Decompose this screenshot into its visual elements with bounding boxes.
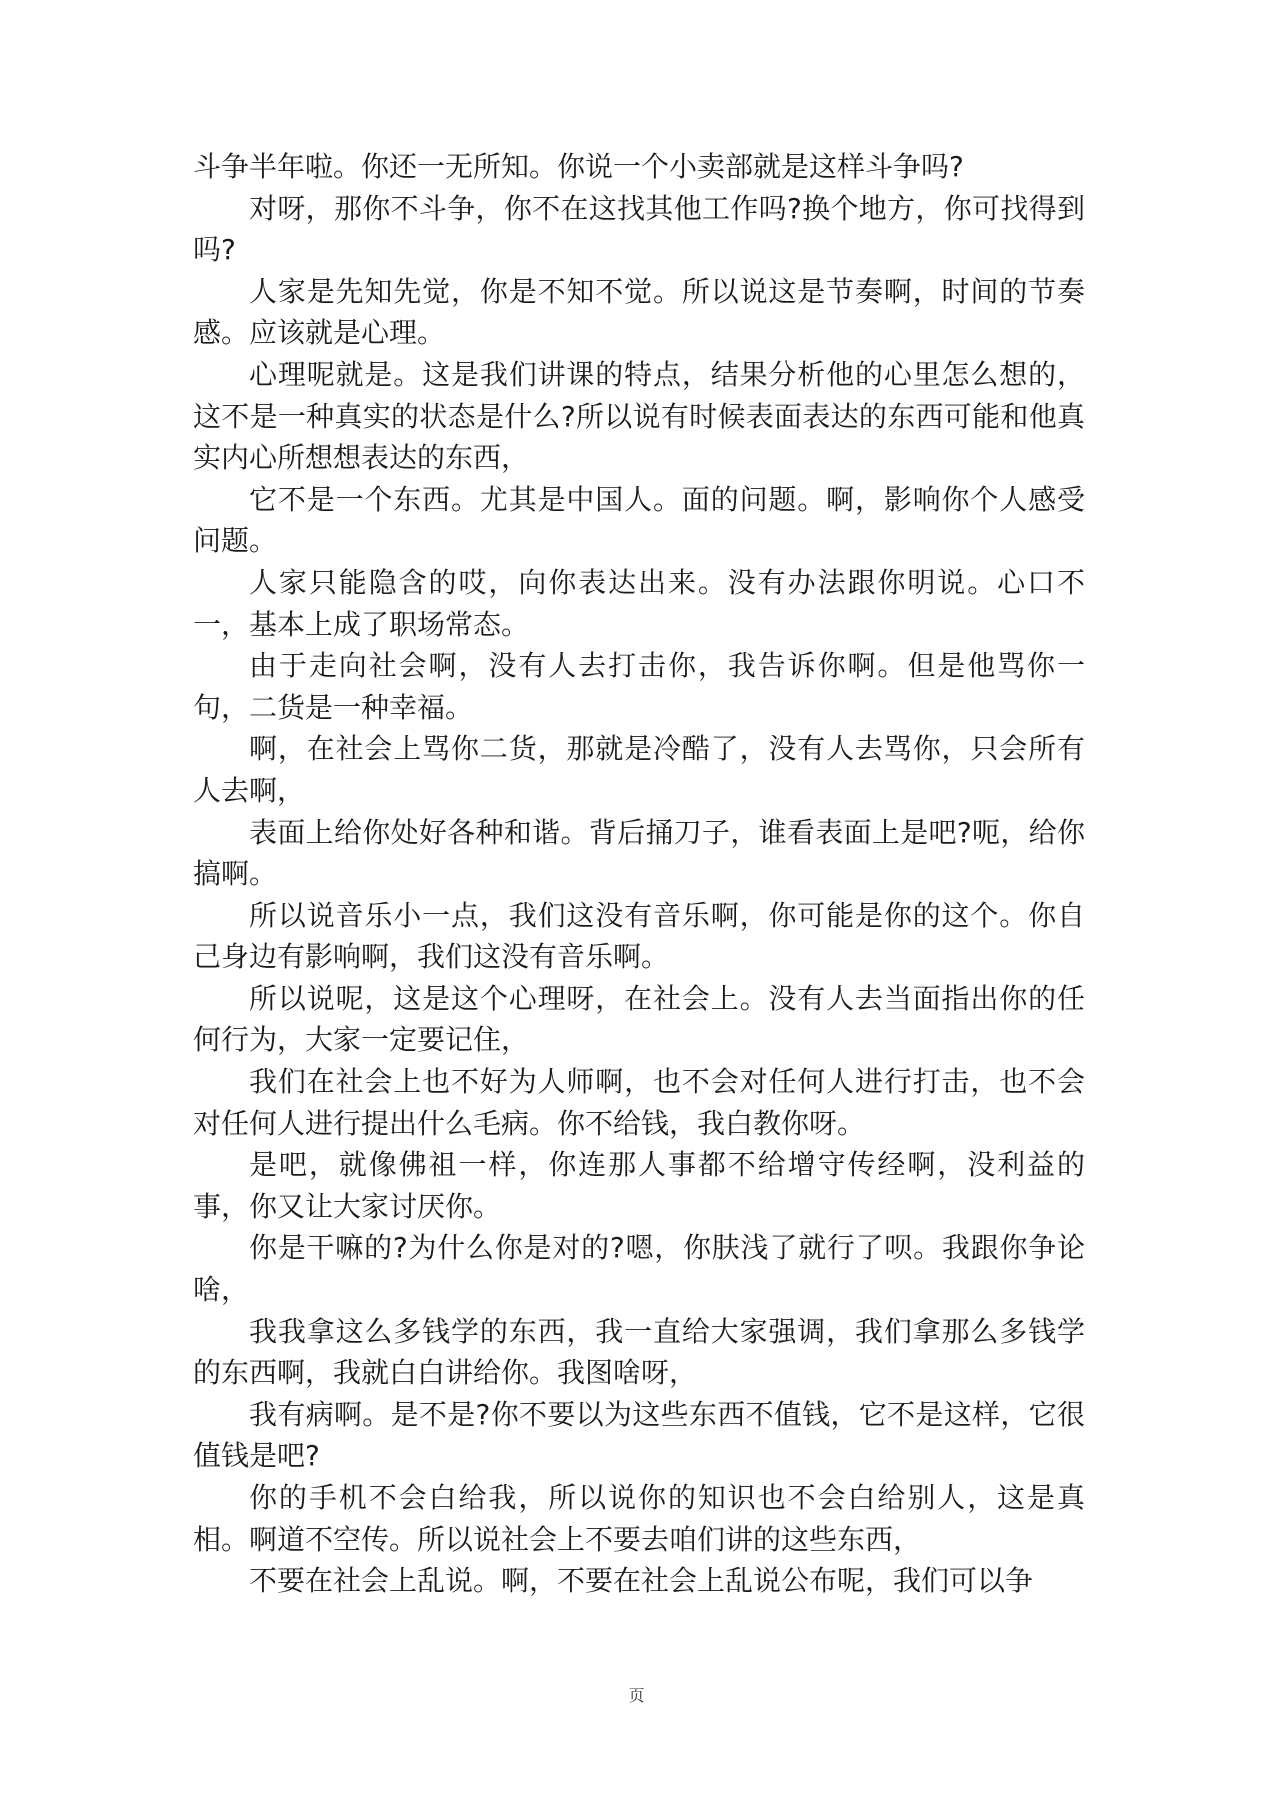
paragraph: 你是干嘛的?为什么你是对的?嗯，你肤浅了就行了呗。我跟你争论啥， [193, 1231, 1085, 1307]
paragraph: 表面上给你处好各种和谐。背后捅刀子，谁看表面上是吧?呃，给你搞啊。 [193, 815, 1085, 891]
paragraph: 是吧，就像佛祖一样，你连那人事都不给增守传经啊，没利益的事，你又让大家讨厌你。 [193, 1148, 1085, 1223]
paragraph: 它不是一个东西。尤其是中国人。面的问题。啊，影响你个人感受问题。 [193, 482, 1085, 558]
paragraph: 所以说音乐小一点，我们这没有音乐啊，你可能是你的这个。你自己身边有影响啊，我们这没有音乐啊。 [193, 898, 1085, 974]
paragraph: 人家只能隐含的哎，向你表达出来。没有办法跟你明说。心口不一，基本上成了职场常态。 [193, 565, 1085, 641]
paragraph: 心理呢就是。这是我们讲课的特点，结果分析他的心里怎么想的，这不是一种真实的状态是什么?所以说有时候表面表达的东西可能和他真实内心所想想表达的东西， [193, 357, 1085, 475]
paragraph: 啊，在社会上骂你二货，那就是冷酷了，没有人去骂你，只会所有人去啊， [193, 732, 1085, 807]
paragraph: 你的手机不会白给我，所以说你的知识也不会白给别人，这是真相。啊道不空传。所以说社会上不要去咱们讲的这些东西， [193, 1481, 1085, 1556]
paragraph: 我们在社会上也不好为人师啊，也不会对任何人进行打击，也不会对任何人进行提出什么毛病。你不给钱，我白教你呀。 [193, 1065, 1085, 1140]
paragraph: 我有病啊。是不是?你不要以为这些东西不值钱，它不是这样，它很值钱是吧? [193, 1397, 1085, 1473]
paragraph: 斗争半年啦。你还一无所知。你说一个小卖部就是这样斗争吗? [193, 150, 964, 183]
paragraph: 对呀，那你不斗争，你不在这找其他工作吗?换个地方，你可找得到吗? [193, 191, 1085, 267]
paragraph: 由于走向社会啊，没有人去打击你，我告诉你啊。但是他骂你一句，二货是一种幸福。 [193, 649, 1085, 724]
paragraph: 我我拿这么多钱学的东西，我一直给大家强调，我们拿那么多钱学的东西啊，我就白白讲给你。我图啥呀， [193, 1314, 1085, 1390]
document-body [193, 146, 1085, 1602]
paragraph: 人家是先知先觉，你是不知不觉。所以说这是节奏啊，时间的节奏感。应该就是心理。 [193, 274, 1085, 350]
paragraph: 不要在社会上乱说。啊，不要在社会上乱说公布呢，我们可以争 [249, 1564, 1034, 1598]
page-footer: 页 [628, 1686, 645, 1705]
paragraph: 所以说呢，这是这个心理呀，在社会上。没有人去当面指出你的任何行为，大家一定要记住， [193, 981, 1085, 1057]
